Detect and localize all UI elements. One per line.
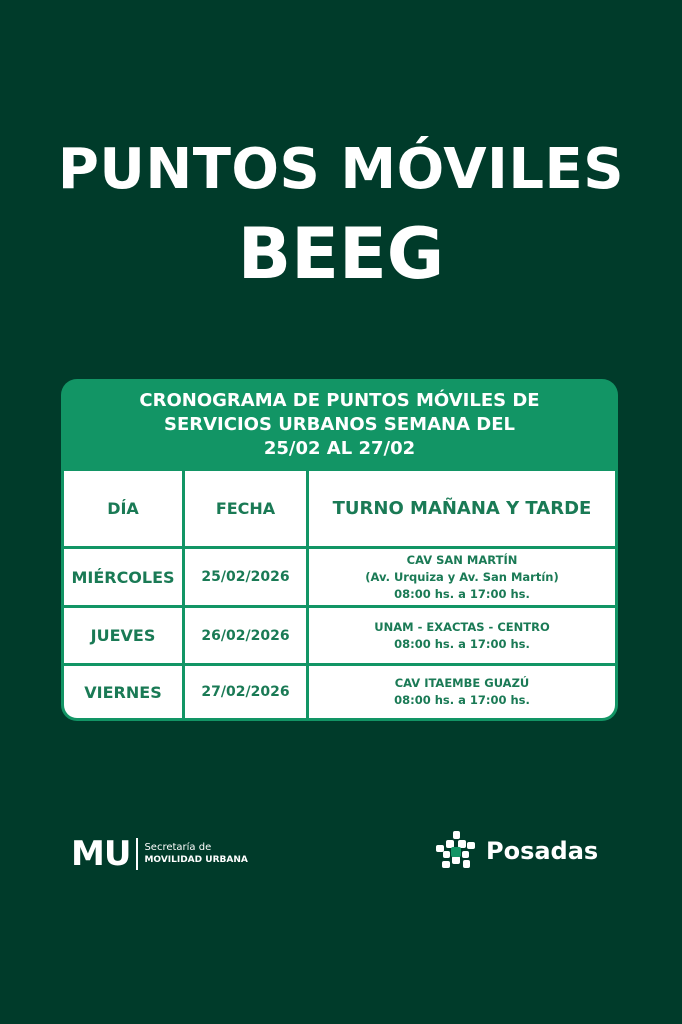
flower-icon — [434, 829, 478, 873]
posadas-logo — [434, 829, 598, 873]
schedule-card — [61, 379, 618, 721]
mu-logo-text — [144, 842, 247, 866]
table-row-1-date: 25/02/2026 — [185, 549, 306, 605]
table-row-2-day: JUEVES — [64, 608, 182, 663]
table-row-1-turn — [309, 549, 615, 605]
row-1-turn-line-1: CAV SAN MARTÍN — [406, 552, 518, 567]
schedule-card-header — [61, 379, 618, 471]
column-header-day: DÍA — [64, 471, 182, 546]
table-row-3-day: VIERNES — [64, 666, 182, 718]
row-3-turn-line-2: 08:00 hs. a 17:00 hs. — [394, 693, 530, 707]
posadas-logo-text: Posadas — [486, 837, 599, 865]
table-row-2-turn — [309, 608, 615, 663]
page-title-line1: PUNTOS MÓVILES — [57, 137, 625, 202]
column-header-turn: TURNO MAÑANA Y TARDE — [309, 471, 615, 546]
schedule-table — [61, 471, 618, 721]
row-2-turn-line-2: 08:00 hs. a 17:00 hs. — [394, 636, 530, 651]
table-row-2-date: 26/02/2026 — [185, 608, 306, 663]
mu-logo-line1: Secretaría de — [144, 842, 212, 853]
header-line-3: 25/02 AL 27/02 — [263, 438, 416, 459]
row-3-turn-line-1: CAV ITAEMBE GUAZÚ — [394, 676, 530, 690]
mu-logo-line2: MOVILIDAD URBANA — [144, 855, 248, 865]
row-2-turn-line-1: UNAM - EXACTAS - CENTRO — [374, 619, 550, 634]
page-title-line2: BEEG — [237, 213, 445, 295]
header-line-1: CRONOGRAMA DE PUNTOS MÓVILES DE — [139, 390, 540, 411]
table-row-3-turn — [309, 666, 615, 718]
mu-logo — [71, 834, 248, 874]
mu-logo-letters: MU — [71, 834, 131, 874]
column-header-date: FECHA — [185, 471, 306, 546]
row-1-turn-line-2: (Av. Urquiza y Av. San Martín) — [365, 569, 559, 584]
mu-logo-divider — [136, 838, 138, 870]
table-row-3-date: 27/02/2026 — [185, 666, 306, 718]
row-1-turn-line-3: 08:00 hs. a 17:00 hs. — [394, 586, 530, 601]
table-row-1-day: MIÉRCOLES — [64, 549, 182, 605]
header-line-2: SERVICIOS URBANOS SEMANA DEL — [164, 414, 515, 435]
